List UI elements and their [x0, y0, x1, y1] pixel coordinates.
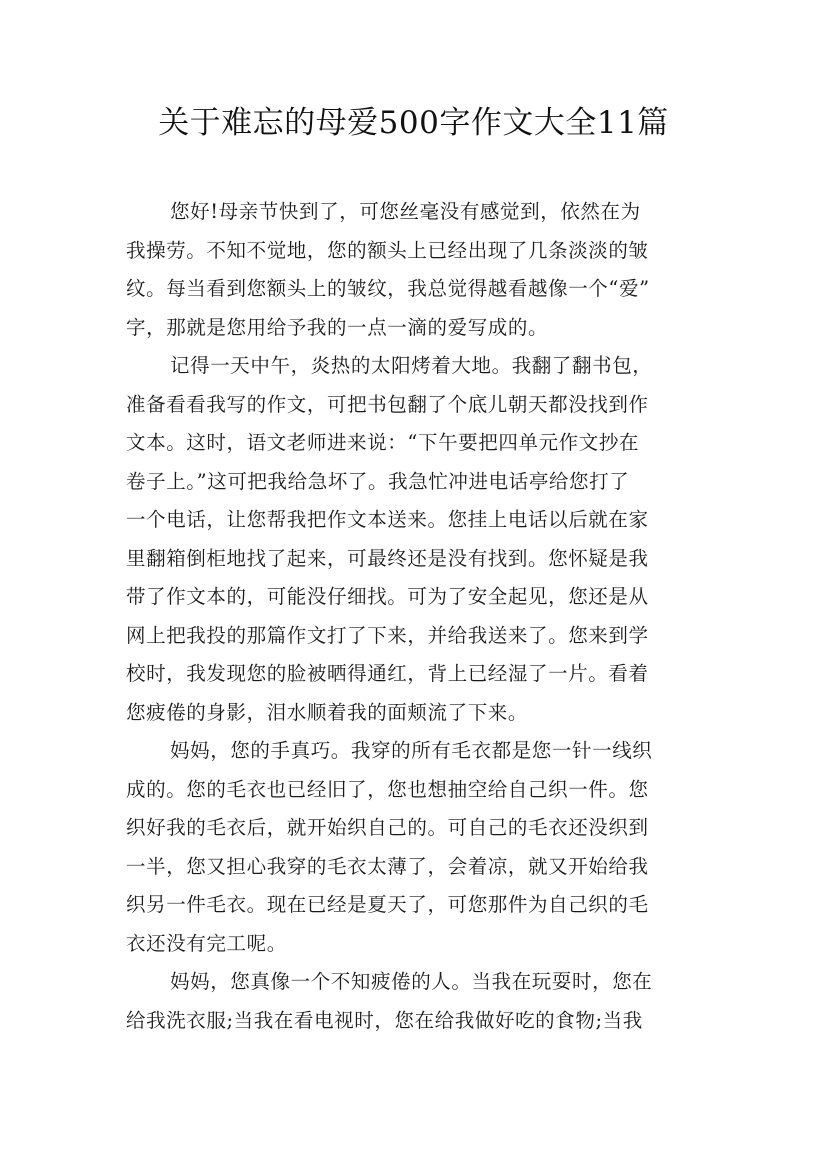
text-line: 织另一件毛衣。现在已经是夏天了，可您那件为自己织的毛: [126, 893, 649, 916]
text-line: 记得一天中午，炎热的太阳烤着大地。我翻了翻书包，: [170, 354, 653, 377]
text-line: 字，那就是您用给予我的一点一滴的爱写成的。: [126, 315, 549, 339]
text-line: 文本。这时，语文老师进来说：“下午要把四单元作文抄在: [126, 431, 640, 454]
text-line: 网上把我投的那篇作文打了下来，并给我送来了。您来到学: [126, 623, 649, 647]
text-line: 带了作文本的，可能没仔细找。可为了安全起见，您还是从: [126, 585, 649, 608]
text-line: 您疲倦的身影，泪水顺着我的面颊流了下来。: [126, 700, 529, 724]
text-line: 给我洗衣服;当我在看电视时，您在给我做好吃的食物;当我: [126, 1008, 643, 1032]
text-line: 织好我的毛衣后，就开始织自己的。可自己的毛衣还没织到: [126, 816, 649, 839]
text-line: 衣还没有完工呢。: [126, 931, 287, 955]
text-line: 里翻箱倒柜地找了起来，可最终还是没有找到。您怀疑是我: [126, 546, 649, 570]
text-line: 校时，我发现您的脸被晒得通红，背上已经湿了一片。看着: [126, 662, 649, 685]
text-line: 卷子上。”这可把我给急坏了。我急忙冲进电话亭给您打了: [126, 469, 630, 493]
document-title: 关于难忘的母爱500字作文大全11篇: [158, 105, 669, 141]
document-body: [126, 193, 706, 1040]
text-line: 成的。您的毛衣也已经旧了，您也想抽空给自己织一件。您: [126, 777, 649, 801]
text-line: 准备看看我写的作文，可把书包翻了个底儿朝天都没找到作: [126, 392, 649, 416]
text-line: 妈妈，您真像一个不知疲倦的人。当我在玩耍时，您在: [170, 970, 653, 993]
text-line: 一半，您又担心我穿的毛衣太薄了，会着凉，就又开始给我: [126, 854, 649, 878]
text-line: 纹。每当看到您额头上的皱纹，我总觉得越看越像一个“爱”: [126, 277, 650, 300]
text-line: 您好!母亲节快到了，可您丝毫没有感觉到，依然在为: [170, 200, 641, 223]
text-line: 妈妈，您的手真巧。我穿的所有毛衣都是您一针一线织: [170, 739, 653, 762]
text-line: 一个电话，让您帮我把作文本送来。您挂上电话以后就在家: [126, 508, 649, 531]
text-line: 我操劳。不知不觉地，您的额头上已经出现了几条淡淡的皱: [126, 238, 649, 262]
